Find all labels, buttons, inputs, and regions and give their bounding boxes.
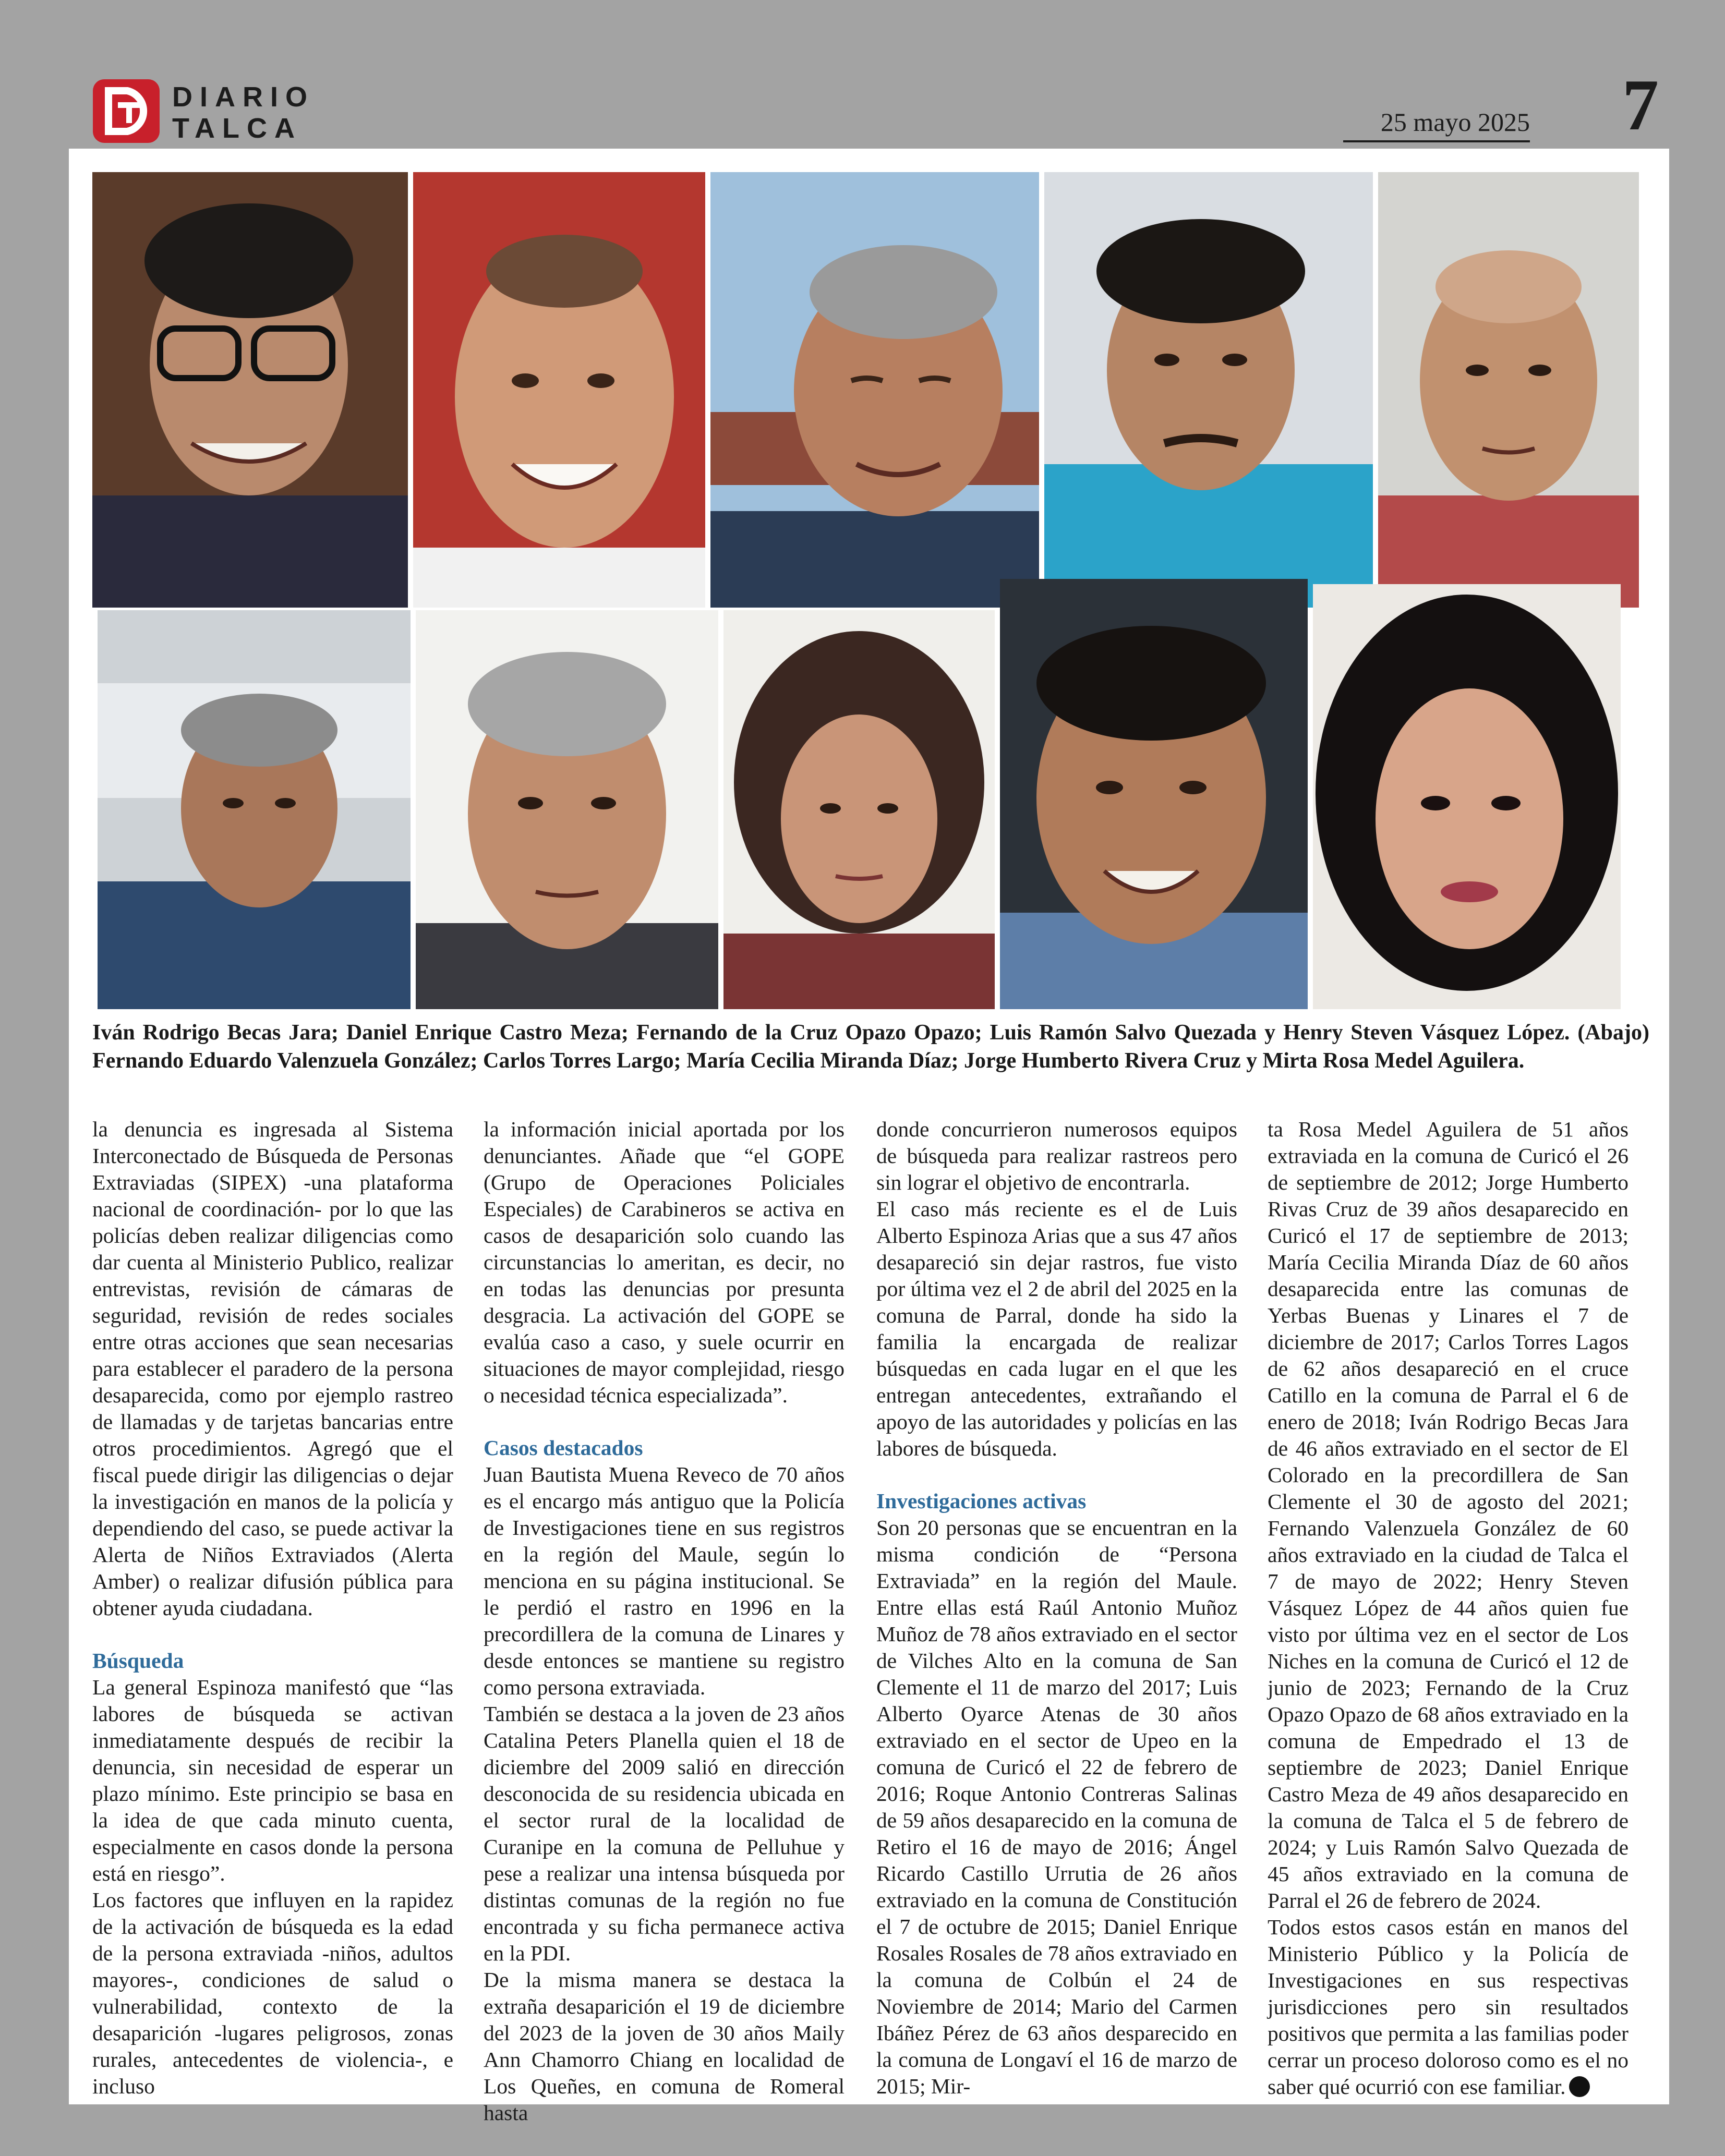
photo-maria-miranda [723,610,995,1009]
logo-wordmark [172,81,329,144]
article-paragraph: la información inicial aportada por los denunciantes. Añade que “el GOPE (Grupo de Operaciones Policiales Especiales) de Carabineros se activa en casos de desaparición solo cuando las circunstancias lo ameritan, es decir, no en todas las denuncias por presunta desgracia. La activación del GOPE se evalúa caso a caso, y suele ocurrir en situaciones de mayor complejidad, riesgo o necesidad técnica especializada”. [484,1117,845,1407]
photo-mirta-medel [1313,584,1621,1009]
article-paragraph: ta Rosa Medel Aguilera de 51 años extraviada en la comuna de Curicó el 26 de septiembre de 2012; Jorge Humberto Rivas Cruz de 39 años desaparecido en Curicó el 17 de septiembre de 2013; María Cecilia Miranda Díaz de 60 años desaparecida entre las comunas de Yerbas Buenas y Linares el 7 de diciembre de 2017; Carlos Torres Lagos de 62 años desapareció en el cruce Catillo en la comuna de Parral el 6 de enero de 2018; Iván Rodrigo Becas Jara de 46 años extraviado en el sector de El Colorado en la precordillera de San Clemente el 30 de agosto del 2021; Fernando Valenzuela González de 60 años extraviado en la ciudad de Talca el 7 de mayo de 2022; Henry Steven Vásquez López de 44 años quien fue visto por última vez en el sector de Los Niches en la comuna de Curicó el 12 de junio de 2023; Fernando de la Cruz Opazo Opazo de 68 años extraviado en la comuna de Empedrado el 13 de septiembre de 2023; Daniel Enrique Castro Meza de 49 años desaparecido en la comuna de Talca el 5 de febrero de 2024; y Luis Ramón Salvo Quezada de 45 años extraviado en la comuna de Parral el 26 de febrero de 2024. [1268,1117,1629,1912]
article-paragraph-final [1268,1914,1629,2100]
page-number: 7 [1622,65,1659,146]
article-column-3 [876,1116,1237,2100]
logo-line-talca: TALCA [172,113,302,144]
article-paragraph: También se destaca a la joven de 23 años Catalina Peters Planella quien el 18 de diciembre del 2009 salió en dirección desconocida de su residencia ubicada en el sector rural de la localidad de Curanipe en la comuna de Pelluhue y pese a realizar una intensa búsqueda por distintas comunas de la región no fue encontrada y su ficha permanece activa en la PDI. [484,1702,845,1965]
diario-talca-logo-icon [93,79,160,143]
article-column-1 [92,1116,453,2100]
subheading-investigaciones-activas: Investigaciones activas [876,1489,1087,1513]
masthead [0,0,1725,149]
article-paragraph: De la misma manera se destaca la extraña desaparición el 19 de diciembre del 2023 de la joven de 30 años Maily Ann Chamorro Chiang en localidad de Los Queñes, en comuna de Romeral hasta [484,1968,845,2125]
article-paragraph: donde concurrieron numerosos equipos de búsqueda para realizar rastreos pero sin lograr el objetivo de encontrarla. [876,1117,1237,1194]
logo-line-diario: DIARIO [172,81,315,113]
article-paragraph: Son 20 personas que se encuentran en la misma condición de “Persona Extraviada” en la región del Maule. Entre ellas está Raúl Antonio Muñoz Muñoz de 78 años extraviado en el sector de Vilches Alto en la comuna de San Clemente el 11 de marzo del 2017; Luis Alberto Oyarce Atenas de 30 años extraviado en el sector de Upeo en la comuna de Curicó el 22 de febrero de 2016; Roque Antonio Contreras Salinas de 59 años desaparecido en la comuna de Retiro el 16 de mayo de 2016; Ángel Ricardo Castillo Urrutia de 26 años extraviado en la comuna de Constitución el 7 de octubre de 2015; Daniel Enrique Rosales Rosales de 78 años extraviado en la comuna de Colbún el 24 de Noviembre de 2014; Mario del Carmen Ibáñez Pérez de 63 años desparecido en la comuna de Longaví el 16 de marzo de 2015; Mir- [876,1516,1237,2098]
article-paragraph: Juan Bautista Muena Reveco de 70 años es el encargo más antiguo que la Policía de Investigaciones tiene en sus registros en la región del Maule, según lo menciona en su página institucional. Se le perdió el rastro en 1996 en la precordillera de la comuna de Linares y desde entonces se mantiene su registro como persona extraviada. [484,1462,845,1699]
article-column-4 [1268,1116,1629,2100]
photo-fernando-opazo [710,172,1039,608]
photo-carlos-torres [416,610,718,1009]
article-paragraph: la denuncia es ingresada al Sistema Interconectado de Búsqueda de Personas Extraviadas (SIPEX) -una plataforma nacional de coordinación- por lo que las policías deben realizar diligencias como dar cuenta al Ministerio Publico, realizar entrevistas, revisión de cámaras de seguridad, revisión de redes sociales entre otras acciones que sean necesarias para establecer el paradero de la persona desaparecida, como por ejemplo rastreo de llamadas y de tarjetas bancarias entre otros procedimientos. Agregó que el fiscal puede dirigir las diligencias o dejar la investigación en manos de la policía y dependiendo del caso, se puede activar la Alerta de Niños Extraviados (Alerta Amber) o realizar difusión pública para obtener ayuda ciudadana. [92,1117,453,1620]
end-of-article-icon [1569,2076,1590,2097]
issue-date: 25 mayo 2025 [1343,107,1530,142]
photo-daniel-castro [413,172,705,608]
article-paragraph: El caso más reciente es el de Luis Alberto Espinoza Arias que a sus 47 años desapareció sin dejar rastros, fue visto por última vez el 2 de abril del 2025 en la comuna de Parral, donde ha sido la familia la encargada de realizar búsquedas en cada lugar en el que les entregan antecedentes, extrañando el apoyo de las autoridades y policías en las labores de búsqueda. [876,1197,1237,1460]
photo-fernando-valenzuela [98,610,411,1009]
photo-luis-salvo [1044,172,1373,608]
subheading-casos-destacados: Casos destacados [484,1436,643,1460]
subheading-busqueda: Búsqueda [92,1649,184,1673]
photo-henry-vasquez [1378,172,1639,608]
article-column-2 [484,1116,845,2126]
article-paragraph: Los factores que influyen en la rapidez de la activación de búsqueda es la edad de la persona extraviada -niños, adultos mayores-, condiciones de salud o vulnerabilidad, contexto de la desaparición -lugares peligrosos, zonas rurales, antecedentes de violencia-, e incluso [92,1888,453,2098]
article-paragraph: La general Espinoza manifestó que “las labores de búsqueda se activan inmediatamente después de recibir la denuncia, sin necesidad de esperar un plazo mínimo. Este principio se basa en la idea de que cada minuto cuenta, especialmente en casos donde la persona está en riesgo”. [92,1675,453,1885]
photo-jorge-rivera [1000,579,1308,1009]
photo-ivan-becas [92,172,408,608]
final-paragraph-text: Todos estos casos están en manos del Ministerio Público y la Policía de Investigaciones en sus respectivas jurisdicciones pero sin resultados positivos que permita a las familias poder cerrar un proceso doloroso como es el no saber qué ocurrió con ese familiar. [1268,1915,1629,2099]
photo-caption: Iván Rodrigo Becas Jara; Daniel Enrique Castro Meza; Fernando de la Cruz Opazo Opazo; Luis Ramón Salvo Quezada y Henry Steven Vásquez López. (Abajo) Fernando Eduardo Valenzuela González; Carlos Torres Largo; María Cecilia Miranda Díaz; Jorge Humberto Rivera Cruz y Mirta Rosa Medel Aguilera. [92,1021,1649,1073]
page-sheet [69,149,1669,2125]
